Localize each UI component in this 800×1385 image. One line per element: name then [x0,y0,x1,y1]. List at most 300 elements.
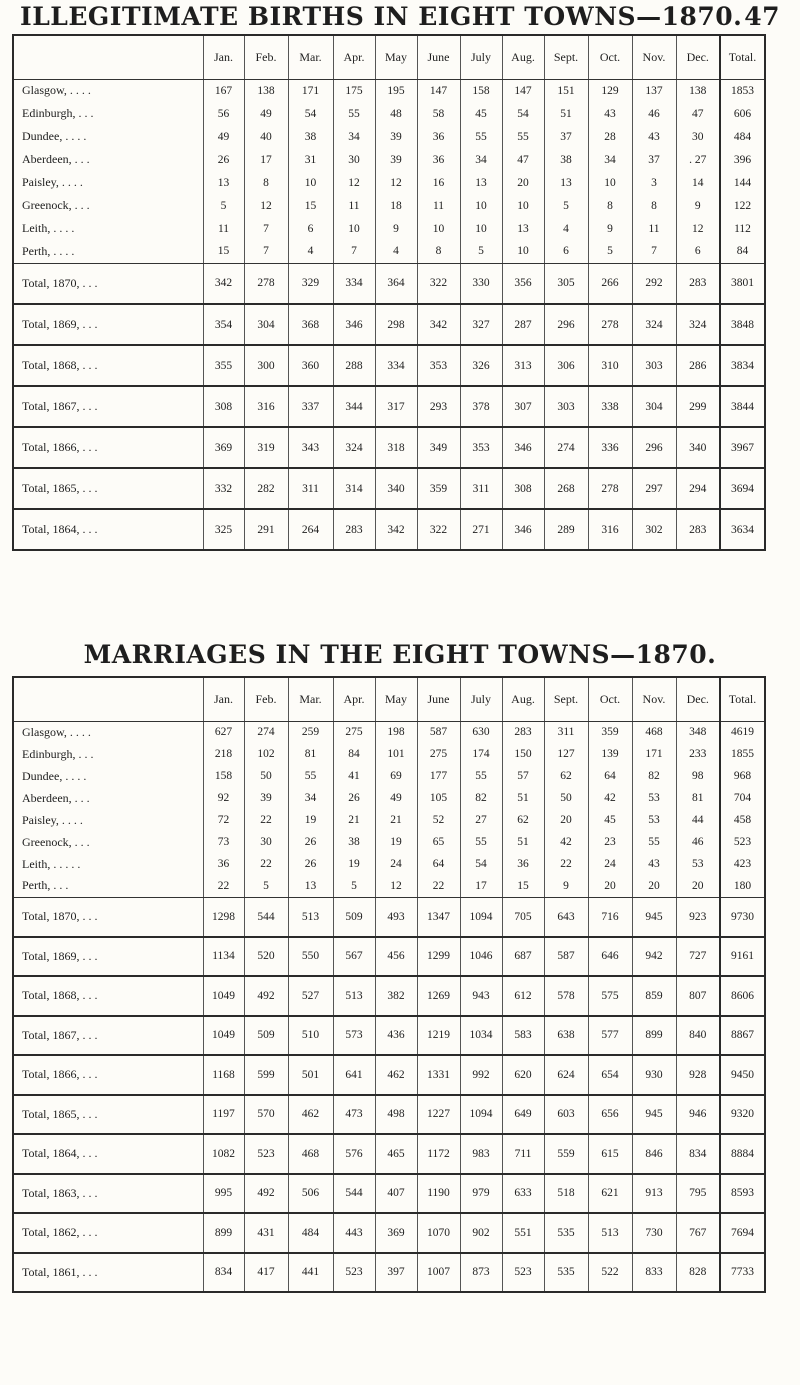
month-cell: 346 [333,304,375,345]
month-cell: 11 [417,194,460,217]
month-cell: 20 [588,875,632,897]
month-cell: 283 [676,509,720,550]
column-header: Total. [720,677,765,721]
month-cell: 12 [375,875,417,897]
month-cell: 11 [632,217,676,240]
column-header: May [375,677,417,721]
month-cell: 41 [333,765,375,787]
total-row [13,1213,765,1253]
month-cell: 22 [244,853,288,875]
month-cell: 14 [676,171,720,194]
row-total-cell: 3844 [720,386,765,427]
month-cell: 51 [544,102,588,125]
month-cell: 292 [632,263,676,304]
month-cell: 441 [288,1253,333,1293]
month-cell: 147 [502,79,544,102]
month-cell: 10 [417,217,460,240]
month-cell: 311 [288,468,333,509]
month-cell: 291 [244,509,288,550]
month-cell: 5 [544,194,588,217]
month-cell: 807 [676,976,720,1016]
month-cell: 7 [244,217,288,240]
town-row [13,765,765,787]
month-cell: 346 [502,509,544,550]
month-cell: 54 [288,102,333,125]
month-cell: 158 [203,765,244,787]
month-cell: 101 [375,743,417,765]
month-cell: 13 [203,171,244,194]
month-cell: 13 [288,875,333,897]
month-cell: 36 [417,148,460,171]
month-cell: 308 [203,386,244,427]
month-cell: 293 [417,386,460,427]
month-cell: 443 [333,1213,375,1253]
month-cell: 34 [288,787,333,809]
month-cell: 306 [544,345,588,386]
month-cell: 47 [676,102,720,125]
month-cell: 1094 [460,1095,502,1135]
month-cell: 705 [502,897,544,937]
month-cell: 268 [544,468,588,509]
month-cell: 10 [333,217,375,240]
month-cell: 36 [417,125,460,148]
row-total-cell: 8884 [720,1134,765,1174]
month-cell: . 27 [676,148,720,171]
column-header: Dec. [676,677,720,721]
month-cell: 8 [632,194,676,217]
month-cell: 64 [417,853,460,875]
month-cell: 641 [333,1055,375,1095]
month-cell: 13 [502,217,544,240]
row-label: Total, 1867, . . . [13,386,203,427]
month-cell: 40 [244,125,288,148]
month-cell: 47 [502,148,544,171]
month-cell: 26 [288,831,333,853]
month-cell: 326 [460,345,502,386]
month-cell: 278 [588,304,632,345]
month-cell: 1070 [417,1213,460,1253]
month-cell: 5 [588,240,632,263]
month-cell: 833 [632,1253,676,1293]
month-cell: 195 [375,79,417,102]
month-cell: 43 [588,102,632,125]
month-cell: 431 [244,1213,288,1253]
month-cell: 177 [417,765,460,787]
row-label: Aberdeen, . . . [22,152,90,166]
month-cell: 22 [544,853,588,875]
column-header: Nov. [632,35,676,79]
month-cell: 138 [244,79,288,102]
month-cell: 943 [460,976,502,1016]
month-cell: 24 [588,853,632,875]
month-cell: 355 [203,345,244,386]
month-cell: 52 [417,809,460,831]
column-header: Feb. [244,35,288,79]
row-total-cell: 484 [720,125,765,148]
month-cell: 39 [375,125,417,148]
month-cell: 57 [502,765,544,787]
month-cell: 9 [544,875,588,897]
month-cell: 633 [502,1174,544,1214]
month-cell: 329 [288,263,333,304]
month-cell: 73 [203,831,244,853]
month-cell: 58 [417,102,460,125]
month-cell: 509 [333,897,375,937]
column-header: Feb. [244,677,288,721]
column-header: Nov. [632,677,676,721]
row-total-cell: 180 [720,875,765,897]
month-cell: 1331 [417,1055,460,1095]
month-cell: 1190 [417,1174,460,1214]
month-cell: 158 [460,79,502,102]
month-cell: 317 [375,386,417,427]
month-cell: 287 [502,304,544,345]
month-cell: 550 [288,937,333,977]
month-cell: 327 [460,304,502,345]
header-corner [13,35,203,79]
month-cell: 11 [203,217,244,240]
row-total-cell: 8606 [720,976,765,1016]
month-cell: 630 [460,721,502,743]
row-total-cell: 3834 [720,345,765,386]
month-cell: 1094 [460,897,502,937]
month-cell: 332 [203,468,244,509]
total-row [13,976,765,1016]
month-cell: 304 [632,386,676,427]
town-row [13,853,765,875]
month-cell: 51 [502,831,544,853]
month-cell: 407 [375,1174,417,1214]
month-cell: 46 [632,102,676,125]
month-cell: 56 [203,102,244,125]
month-cell: 649 [502,1095,544,1135]
month-cell: 299 [676,386,720,427]
month-cell: 171 [632,743,676,765]
month-cell: 49 [203,125,244,148]
month-cell: 995 [203,1174,244,1214]
month-cell: 12 [676,217,720,240]
month-cell: 1299 [417,937,460,977]
month-cell: 278 [588,468,632,509]
month-cell: 7 [632,240,676,263]
month-cell: 4 [544,217,588,240]
total-row [13,1134,765,1174]
month-cell: 417 [244,1253,288,1293]
row-label: Greenock, . . . [22,198,90,212]
month-cell: 767 [676,1213,720,1253]
month-cell: 8 [588,194,632,217]
month-cell: 12 [333,171,375,194]
month-cell: 506 [288,1174,333,1214]
month-cell: 20 [544,809,588,831]
month-cell: 19 [333,853,375,875]
month-cell: 7 [333,240,375,263]
month-cell: 139 [588,743,632,765]
month-cell: 7 [244,240,288,263]
month-cell: 26 [333,787,375,809]
month-cell: 535 [544,1253,588,1293]
month-cell: 304 [244,304,288,345]
month-cell: 656 [588,1095,632,1135]
month-cell: 316 [588,509,632,550]
month-cell: 382 [375,976,417,1016]
town-row [13,79,765,102]
month-cell: 587 [417,721,460,743]
month-cell: 27 [460,809,502,831]
month-cell: 942 [632,937,676,977]
column-header: Oct. [588,677,632,721]
month-cell: 20 [502,171,544,194]
column-header: Total. [720,35,765,79]
row-label: Edinburgh, . . . [22,746,94,761]
month-cell: 54 [502,102,544,125]
month-cell: 13 [460,171,502,194]
town-row [13,721,765,743]
column-header: Sept. [544,35,588,79]
month-cell: 468 [288,1134,333,1174]
row-label: Total, 1864, . . . [22,522,98,536]
column-header: Jan. [203,677,244,721]
month-cell: 45 [460,102,502,125]
month-cell: 305 [544,263,588,304]
month-cell: 520 [244,937,288,977]
month-cell: 22 [244,809,288,831]
month-cell: 51 [502,787,544,809]
month-cell: 360 [288,345,333,386]
month-cell: 1197 [203,1095,244,1135]
row-total-cell: 458 [720,809,765,831]
month-cell: 275 [333,721,375,743]
column-header: Sept. [544,677,588,721]
row-label: Total, 1867, . . . [13,1016,203,1056]
month-cell: 342 [203,263,244,304]
month-cell: 15 [502,875,544,897]
month-cell: 340 [375,468,417,509]
month-cell: 859 [632,976,676,1016]
total-row [13,897,765,937]
month-cell: 510 [288,1016,333,1056]
town-row [13,809,765,831]
row-label: Paisley, . . . . [22,175,83,189]
month-cell: 356 [502,263,544,304]
column-header: July [460,677,502,721]
month-cell: 72 [203,809,244,831]
month-cell: 102 [244,743,288,765]
month-cell: 38 [333,831,375,853]
month-cell: 6 [544,240,588,263]
row-label: Total, 1869, . . . [13,937,203,977]
month-cell: 349 [417,427,460,468]
month-cell: 343 [288,427,333,468]
month-cell: 638 [544,1016,588,1056]
row-label: Dundee, . . . . [22,768,87,783]
town-row [13,171,765,194]
row-label: Leith, . . . . [22,221,75,235]
row-label: Total, 1863, . . . [13,1174,203,1214]
month-cell: 264 [288,509,333,550]
column-header: Apr. [333,677,375,721]
row-total-cell: 8867 [720,1016,765,1056]
month-cell: 137 [632,79,676,102]
month-cell: 523 [333,1253,375,1293]
month-cell: 12 [375,171,417,194]
month-cell: 330 [460,263,502,304]
month-cell: 55 [288,765,333,787]
month-cell: 174 [460,743,502,765]
month-cell: 334 [333,263,375,304]
row-label: Perth, . . . . [13,240,203,263]
month-cell: 296 [544,304,588,345]
month-cell: 523 [244,1134,288,1174]
month-cell: 17 [460,875,502,897]
month-cell: 82 [460,787,502,809]
month-cell: 559 [544,1134,588,1174]
total-row [13,386,765,427]
total-row [13,1016,765,1056]
month-cell: 34 [333,125,375,148]
month-cell: 727 [676,937,720,977]
month-cell: 627 [203,721,244,743]
row-total-cell: 122 [720,194,765,217]
month-cell: 50 [544,787,588,809]
month-cell: 527 [288,976,333,1016]
month-cell: 64 [588,765,632,787]
column-header: Apr. [333,35,375,79]
month-cell: 930 [632,1055,676,1095]
month-cell: 308 [502,468,544,509]
row-total-cell: 523 [720,831,765,853]
month-cell: 583 [502,1016,544,1056]
month-cell: 286 [676,345,720,386]
row-total-cell: 112 [720,217,765,240]
month-cell: 979 [460,1174,502,1214]
month-cell: 436 [375,1016,417,1056]
month-cell: 544 [333,1174,375,1214]
month-cell: 359 [417,468,460,509]
month-cell: 1049 [203,1016,244,1056]
month-cell: 38 [288,125,333,148]
month-cell: 65 [417,831,460,853]
month-cell: 369 [375,1213,417,1253]
month-cell: 10 [588,171,632,194]
month-cell: 513 [333,976,375,1016]
month-cell: 902 [460,1213,502,1253]
month-cell: 577 [588,1016,632,1056]
row-total-cell: 3694 [720,468,765,509]
town-row [13,875,765,897]
month-cell: 10 [460,194,502,217]
month-cell: 259 [288,721,333,743]
month-cell: 30 [333,148,375,171]
month-cell: 462 [288,1095,333,1135]
month-cell: 48 [375,102,417,125]
month-cell: 313 [502,345,544,386]
month-cell: 36 [203,853,244,875]
row-label: Glasgow, . . . . [22,724,91,739]
month-cell: 612 [502,976,544,1016]
month-cell: 324 [333,427,375,468]
month-cell: 15 [203,240,244,263]
month-cell: 318 [375,427,417,468]
month-cell: 82 [632,765,676,787]
header-corner [13,677,203,721]
row-total-cell: 3967 [720,427,765,468]
total-row [13,468,765,509]
month-cell: 348 [676,721,720,743]
month-cell: 147 [417,79,460,102]
month-cell: 6 [288,217,333,240]
month-cell: 899 [203,1213,244,1253]
row-label: Paisley, . . . . [22,812,83,827]
month-cell: 340 [676,427,720,468]
month-cell: 322 [417,509,460,550]
month-cell: 167 [203,79,244,102]
month-cell: 303 [632,345,676,386]
month-cell: 36 [502,853,544,875]
month-cell: 307 [502,386,544,427]
month-cell: 49 [244,102,288,125]
month-cell: 473 [333,1095,375,1135]
month-cell: 576 [333,1134,375,1174]
month-cell: 278 [244,263,288,304]
month-cell: 13 [544,171,588,194]
month-cell: 19 [288,809,333,831]
row-label: Total, 1868, . . . [13,345,203,386]
month-cell: 945 [632,897,676,937]
page-number: 47 [744,2,780,31]
month-cell: 834 [203,1253,244,1293]
month-cell: 518 [544,1174,588,1214]
total-row [13,509,765,550]
month-cell: 4 [288,240,333,263]
month-cell: 1046 [460,937,502,977]
month-cell: 603 [544,1095,588,1135]
month-cell: 319 [244,427,288,468]
month-cell: 1347 [417,897,460,937]
month-cell: 10 [502,240,544,263]
month-cell: 9 [375,217,417,240]
row-total-cell: 3634 [720,509,765,550]
month-cell: 501 [288,1055,333,1095]
month-cell: 492 [244,1174,288,1214]
month-cell: 573 [333,1016,375,1056]
month-cell: 344 [333,386,375,427]
month-cell: 1298 [203,897,244,937]
month-cell: 15 [288,194,333,217]
month-cell: 50 [244,765,288,787]
month-cell: 493 [375,897,417,937]
month-cell: 369 [203,427,244,468]
column-header: June [417,677,460,721]
month-cell: 81 [288,743,333,765]
town-row [13,217,765,240]
month-cell: 24 [375,853,417,875]
month-cell: 9 [676,194,720,217]
month-cell: 31 [288,148,333,171]
month-cell: 730 [632,1213,676,1253]
row-label: Edinburgh, . . . [22,106,94,120]
row-label: Total, 1870, . . . [13,897,203,937]
month-cell: 1049 [203,976,244,1016]
row-label: Total, 1865, . . . [13,468,203,509]
month-cell: 468 [632,721,676,743]
column-header: Mar. [288,677,333,721]
month-cell: 359 [588,721,632,743]
month-cell: 11 [333,194,375,217]
month-cell: 129 [588,79,632,102]
column-header: Oct. [588,35,632,79]
month-cell: 1034 [460,1016,502,1056]
